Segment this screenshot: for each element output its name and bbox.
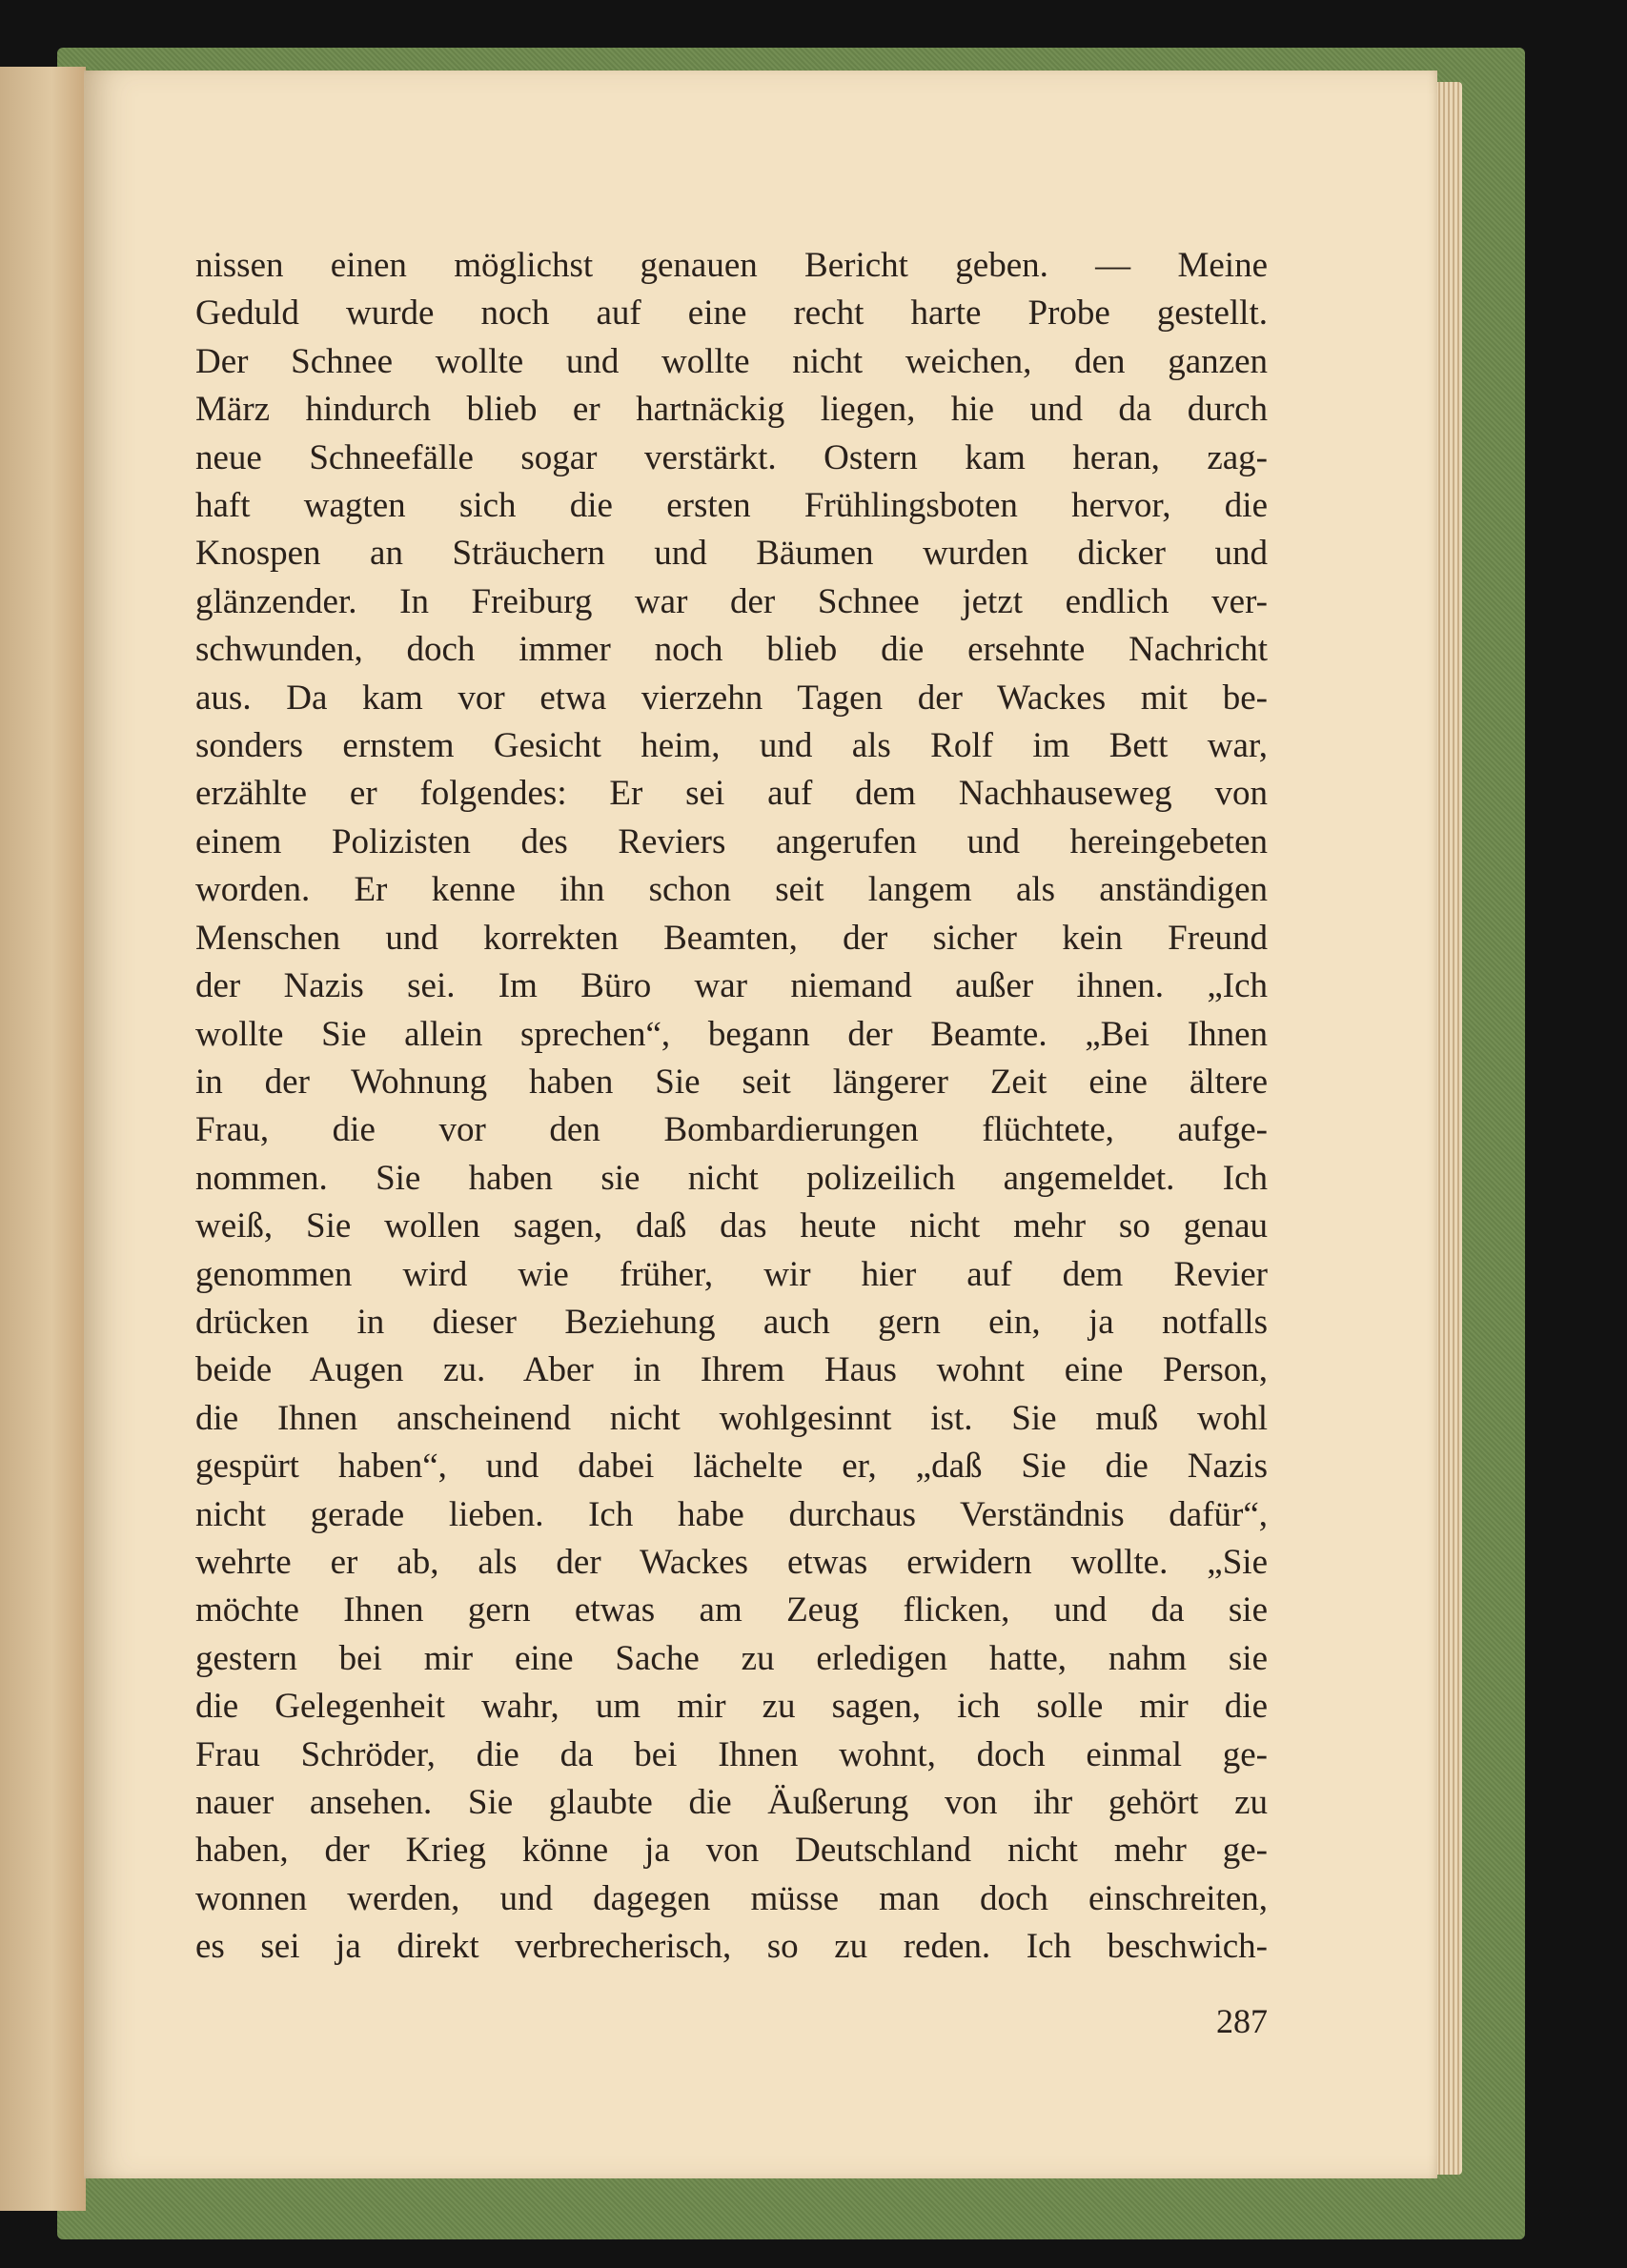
- text-line: die Ihnen anscheinend nicht wohlgesinnt ist. Sie muß wohl: [195, 1398, 1268, 1438]
- text-line: es sei ja direkt verbrecherisch, so zu reden. Ich beschwich-: [195, 1927, 1268, 1967]
- text-line: gespürt haben“, und dabei lächelte er, „daß Sie die Nazis: [195, 1447, 1268, 1487]
- text-line: Geduld wurde noch auf eine recht harte Probe gestellt.: [195, 294, 1268, 334]
- text-line: drücken in dieser Beziehung auch gern ein, ja notfalls: [195, 1302, 1268, 1342]
- text-line: haben, der Krieg könne ja von Deutschland nicht mehr ge-: [195, 1831, 1268, 1871]
- text-line: gestern bei mir eine Sache zu erledigen hatte, nahm sie: [195, 1638, 1268, 1678]
- text-line: haft wagten sich die ersten Frühlingsboten hervor, die: [195, 486, 1268, 526]
- page-body-text: [195, 242, 1268, 1972]
- text-line: der Nazis sei. Im Büro war niemand außer ihnen. „Ich: [195, 966, 1268, 1006]
- text-line: nauer ansehen. Sie glaubte die Äußerung von ihr gehört zu: [195, 1783, 1268, 1822]
- text-line: wollte Sie allein sprechen“, begann der Beamte. „Bei Ihnen: [195, 1014, 1268, 1054]
- text-line: Frau Schröder, die da bei Ihnen wohnt, doch einmal ge-: [195, 1734, 1268, 1774]
- text-line: genommen wird wie früher, wir hier auf dem Revier: [195, 1254, 1268, 1294]
- text-line: in der Wohnung haben Sie seit längerer Zeit eine ältere: [195, 1062, 1268, 1102]
- text-line: nicht gerade lieben. Ich habe durchaus Verständnis dafür“,: [195, 1494, 1268, 1534]
- text-line: sonders ernstem Gesicht heim, und als Rolf im Bett war,: [195, 726, 1268, 766]
- left-page-edge: [0, 67, 86, 2211]
- text-line: wehrte er ab, als der Wackes etwas erwidern wollte. „Sie: [195, 1542, 1268, 1582]
- text-line: März hindurch blieb er hartnäckig liegen, hie und da durch: [195, 390, 1268, 430]
- text-line: Menschen und korrekten Beamten, der sicher kein Freund: [195, 918, 1268, 958]
- text-line: möchte Ihnen gern etwas am Zeug flicken, und da sie: [195, 1590, 1268, 1630]
- text-line: aus. Da kam vor etwa vierzehn Tagen der Wackes mit be-: [195, 678, 1268, 718]
- text-line: glänzender. In Freiburg war der Schnee jetzt endlich ver-: [195, 581, 1268, 621]
- text-line: nommen. Sie haben sie nicht polizeilich angemeldet. Ich: [195, 1158, 1268, 1198]
- text-line: wonnen werden, und dagegen müsse man doch einschreiten,: [195, 1878, 1268, 1918]
- text-line: beide Augen zu. Aber in Ihrem Haus wohnt eine Person,: [195, 1350, 1268, 1390]
- text-line: die Gelegenheit wahr, um mir zu sagen, ich solle mir die: [195, 1687, 1268, 1727]
- text-line: Frau, die vor den Bombardierungen flüchtete, aufge-: [195, 1110, 1268, 1150]
- text-line: schwunden, doch immer noch blieb die ersehnte Nachricht: [195, 630, 1268, 670]
- page-number: 287: [1216, 2002, 1268, 2040]
- text-line: worden. Er kenne ihn schon seit langem als anständigen: [195, 870, 1268, 910]
- text-line: Knospen an Sträuchern und Bäumen wurden dicker und: [195, 534, 1268, 574]
- text-line: einem Polizisten des Reviers angerufen und hereingebeten: [195, 821, 1268, 861]
- text-line: neue Schneefälle sogar verstärkt. Ostern kam heran, zag-: [195, 437, 1268, 477]
- text-line: nissen einen möglichst genauen Bericht geben. — Meine: [195, 246, 1268, 285]
- text-line: weiß, Sie wollen sagen, daß das heute nicht mehr so genau: [195, 1206, 1268, 1246]
- text-line: Der Schnee wollte und wollte nicht weichen, den ganzen: [195, 341, 1268, 381]
- text-line: erzählte er folgendes: Er sei auf dem Nachhauseweg von: [195, 774, 1268, 814]
